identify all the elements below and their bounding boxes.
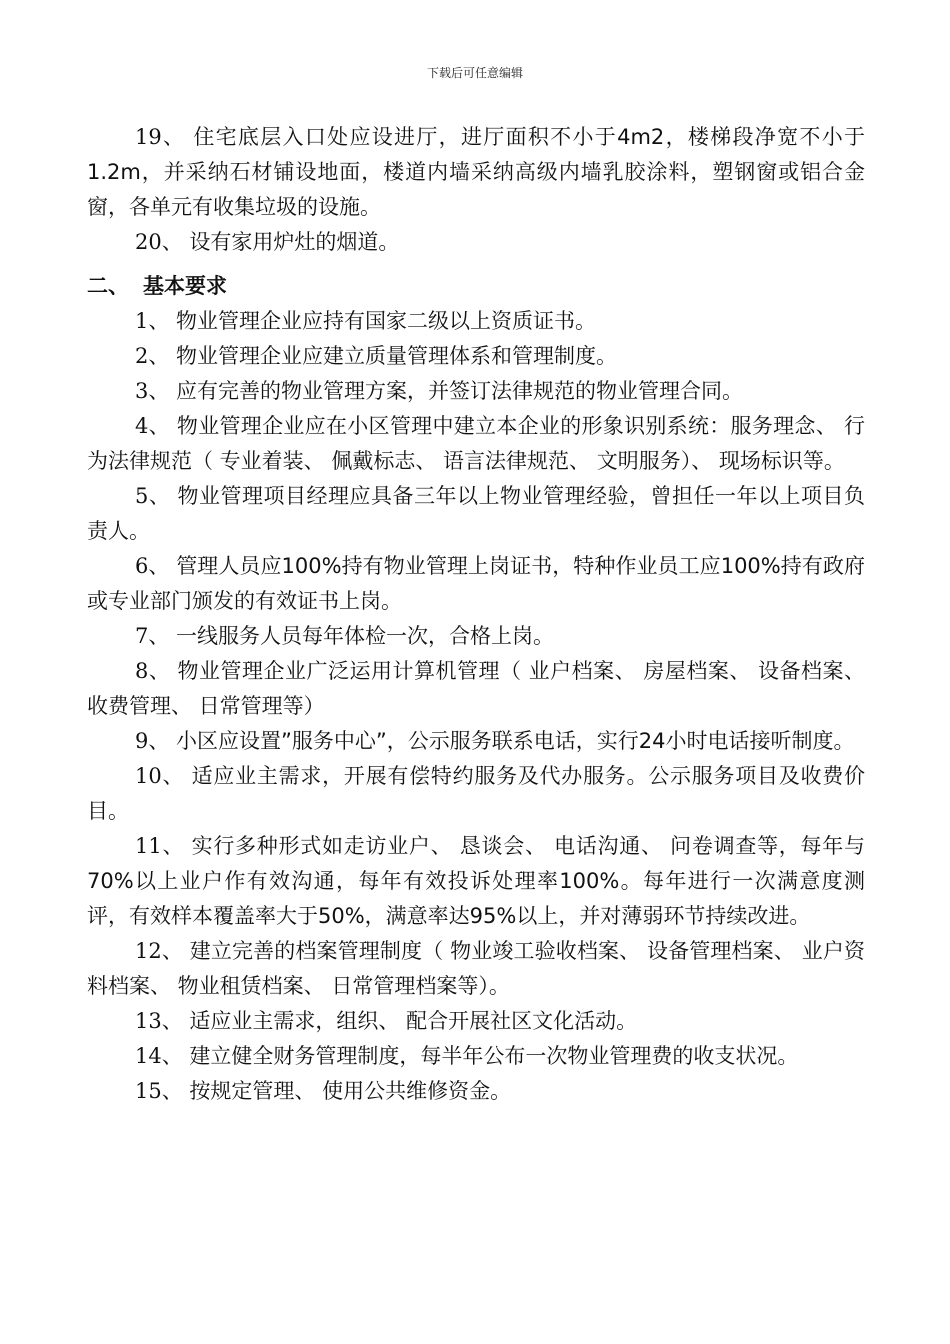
item-text: 管理人员应100%持有物业管理上岗证书，特种作业员工应100%持有政府或专业部门颁发的有效证书上岗。 — [87, 554, 865, 613]
item-number: 14、 — [135, 1044, 183, 1068]
item-number: 19、 — [135, 125, 186, 149]
list-item — [87, 654, 865, 724]
item-number: 10、 — [135, 764, 185, 788]
item-text: 实行多种形式如走访业户、 恳谈会、 电话沟通、 问卷调查等，每年与70%以上业户作有效沟通，每年有效投诉处理率100%。每年进行一次满意度测评，有效样本覆盖率大于50%，满意率达95%以上，并对薄弱环节持续改进。 — [87, 834, 865, 928]
item-text: 一线服务人员每年体检一次，合格上岗。 — [169, 624, 555, 648]
section-items — [87, 304, 865, 1109]
section-heading — [87, 268, 865, 304]
item-number: 11、 — [135, 834, 185, 858]
list-item — [87, 1039, 865, 1074]
item-number: 1、 — [135, 309, 170, 333]
item-text: 物业管理项目经理应具备三年以上物业管理经验，曾担任一年以上项目负责人。 — [87, 484, 865, 543]
item-text: 物业管理企业广泛运用计算机管理（ 业户档案、 房屋档案、 设备档案、 收费管理、 日常管理等） — [87, 659, 865, 718]
item-number: 6、 — [135, 554, 170, 578]
item-number: 8、 — [135, 659, 171, 683]
list-item — [87, 1004, 865, 1039]
list-item — [87, 829, 865, 934]
item-text: 建立健全财务管理制度，每半年公布一次物业管理费的收支状况。 — [182, 1044, 799, 1068]
list-item — [87, 409, 865, 479]
item-number: 7、 — [135, 624, 170, 648]
item-text: 适应业主需求，开展有偿特约服务及代办服务。公示服务项目及收费价目。 — [87, 764, 865, 823]
item-number: 2、 — [135, 344, 170, 368]
list-item — [87, 934, 865, 1004]
list-item — [87, 479, 865, 549]
item-number: 20、 — [135, 230, 183, 254]
running-head: 下载后可任意编辑 — [426, 66, 523, 80]
item-text: 小区应设置”服务中心”，公示服务联系电话，实行24小时电话接听制度。 — [169, 729, 855, 753]
section-title: 基本要求 — [143, 274, 227, 298]
item-text: 住宅底层入口处应设进厅，进厅面积不小于4m2，楼梯段净宽不小于1.2m，并采纳石材铺设地面，楼道内墙采纳高级内墙乳胶涂料，塑钢窗或铝合金窗，各单元有收集垃圾的设施。 — [87, 125, 865, 219]
item-number: 9、 — [135, 729, 170, 753]
list-item — [87, 619, 865, 654]
item-text: 按规定管理、 使用公共维修资金。 — [182, 1079, 512, 1103]
item-text: 设有家用炉灶的烟道。 — [182, 230, 400, 254]
item-number: 4、 — [135, 414, 170, 438]
item-text: 适应业主需求，组织、 配合开展社区文化活动。 — [182, 1009, 638, 1033]
item-number: 5、 — [135, 484, 171, 508]
item-number: 15、 — [135, 1079, 183, 1103]
list-item — [87, 374, 865, 409]
list-item-19 — [87, 120, 865, 225]
item-number: 13、 — [135, 1009, 183, 1033]
list-item — [87, 339, 865, 374]
item-text: 物业管理企业应建立质量管理体系和管理制度。 — [169, 344, 618, 368]
list-item — [87, 549, 865, 619]
item-text: 物业管理企业应在小区管理中建立本企业的形象识别系统：服务理念、 行为法律规范（ 专业着装、 佩戴标志、 语言法律规范、 文明服务）、 现场标识等。 — [87, 414, 865, 473]
item-text: 物业管理企业应持有国家二级以上资质证书。 — [169, 309, 597, 333]
list-item — [87, 1074, 865, 1109]
item-text: 建立完善的档案管理制度（ 物业竣工验收档案、 设备管理档案、 业户资料档案、 物业租赁档案、 日常管理档案等）。 — [87, 939, 865, 998]
list-item — [87, 724, 865, 759]
item-number: 12、 — [135, 939, 183, 963]
section-number: 二、 — [87, 274, 129, 298]
list-item — [87, 759, 865, 829]
document-body — [87, 120, 865, 1109]
item-number: 3、 — [135, 379, 170, 403]
previous-section-items — [87, 120, 865, 260]
list-item — [87, 304, 865, 339]
list-item-20 — [87, 225, 865, 260]
item-text: 应有完善的物业管理方案，并签订法律规范的物业管理合同。 — [169, 379, 744, 403]
